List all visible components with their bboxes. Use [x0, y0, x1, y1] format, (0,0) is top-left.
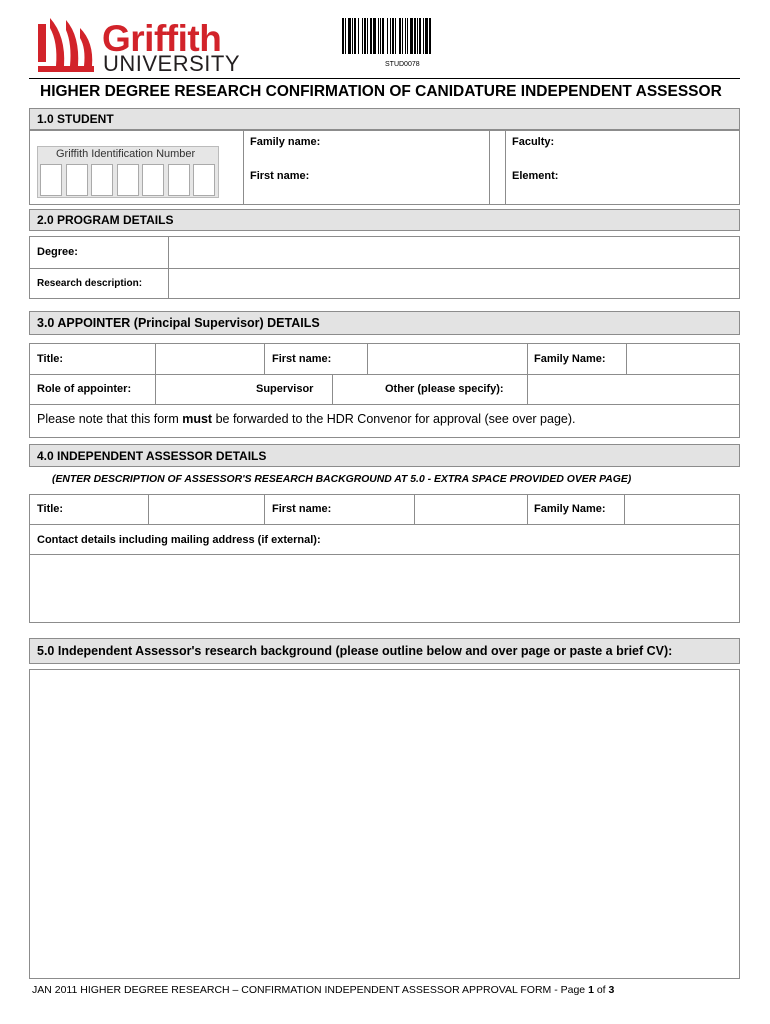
contact-details-field[interactable]: [30, 555, 739, 622]
student-id-digit-field[interactable]: [117, 164, 139, 196]
assessor-family-name-label: Family Name:: [534, 503, 606, 515]
footer-of: of: [593, 984, 609, 996]
student-id-label: Griffith Identification Number: [56, 148, 196, 160]
title-rule-top: [29, 78, 740, 79]
logo-name: Griffith: [102, 18, 222, 59]
research-description-label: Research description:: [37, 278, 143, 289]
contact-details-label: Contact details including mailing address (if external):: [37, 534, 321, 546]
appointer-family-name-field[interactable]: [627, 344, 739, 374]
barcode: [340, 18, 470, 54]
assessor-first-name-field[interactable]: [415, 495, 526, 524]
appointer-first-name-field[interactable]: [368, 344, 526, 374]
section-program-heading: 2.0 PROGRAM DETAILS: [29, 209, 740, 231]
supervisor-option[interactable]: Supervisor: [256, 383, 314, 395]
divider: [243, 130, 244, 205]
divider: [505, 130, 506, 205]
note-text-emphasis: must: [182, 412, 213, 426]
section-assessor-heading: 4.0 INDEPENDENT ASSESSOR DETAILS: [29, 444, 740, 467]
assessor-instruction: (ENTER DESCRIPTION OF ASSESSOR'S RESEARCH BACKGROUND AT 5.0 - EXTRA SPACE PROVIDED OVER PAGE): [52, 474, 632, 485]
student-id-digit-field[interactable]: [40, 164, 62, 196]
other-specify-field[interactable]: [528, 375, 739, 404]
appointer-first-name-label: First name:: [272, 353, 332, 365]
student-id-digit-field[interactable]: [193, 164, 215, 196]
logo-subtitle: UNIVERSITY: [103, 51, 241, 76]
griffith-logo-icon: [36, 16, 98, 74]
degree-label: Degree:: [37, 246, 78, 258]
divider: [155, 374, 156, 404]
divider: [264, 343, 265, 374]
student-id-digit-field[interactable]: [66, 164, 88, 196]
section-student-heading: 1.0 STUDENT: [29, 108, 740, 130]
element-field[interactable]: [566, 164, 738, 194]
page-footer: [32, 984, 614, 996]
assessor-title-label: Title:: [37, 503, 64, 515]
student-family-name-field[interactable]: [330, 131, 488, 159]
family-name-label: Family name:: [250, 136, 321, 148]
assessor-family-name-field[interactable]: [625, 495, 739, 524]
degree-field[interactable]: [169, 237, 739, 268]
divider: [29, 524, 740, 525]
student-first-name-field[interactable]: [320, 164, 488, 194]
faculty-label: Faculty:: [512, 136, 555, 148]
section-background-heading: 5.0 Independent Assessor's research background (please outline below and over page or paste a brief CV):: [29, 638, 740, 664]
divider: [527, 494, 528, 524]
divider: [527, 343, 528, 374]
university-logo: [36, 16, 261, 74]
footer-page-number: 1: [588, 984, 594, 996]
element-label: Element:: [512, 170, 559, 182]
divider: [264, 494, 265, 524]
barcode-icon: [340, 18, 470, 54]
role-of-appointer-label: Role of appointer:: [37, 383, 132, 395]
appointer-title-field[interactable]: [156, 344, 263, 374]
student-id-digit-field[interactable]: [142, 164, 164, 196]
section-appointer-heading: 3.0 APPOINTER (Principal Supervisor) DETAILS: [29, 311, 740, 335]
form-title: HIGHER DEGREE RESEARCH CONFIRMATION OF CANIDATURE INDEPENDENT ASSESSOR: [40, 83, 722, 100]
student-id-digit-field[interactable]: [91, 164, 113, 196]
note-text-start: Please note that this form: [37, 412, 183, 426]
footer-page-total: 3: [608, 984, 615, 996]
divider: [489, 130, 490, 205]
note-text-end: be forwarded to the HDR Convenor for approval (see over page).: [212, 412, 576, 426]
divider: [29, 404, 740, 405]
divider: [332, 374, 333, 404]
barcode-code: STUD0078: [385, 61, 420, 68]
appointer-family-name-label: Family Name:: [534, 353, 606, 365]
faculty-field[interactable]: [560, 131, 738, 159]
footer-text: JAN 2011 HIGHER DEGREE RESEARCH – CONFIRMATION INDEPENDENT ASSESSOR APPROVAL FORM - Page: [32, 984, 589, 996]
assessor-first-name-label: First name:: [272, 503, 332, 515]
appointer-title-label: Title:: [37, 353, 64, 365]
research-background-box[interactable]: [29, 669, 740, 979]
student-id-digit-field[interactable]: [168, 164, 190, 196]
assessor-title-field[interactable]: [149, 495, 263, 524]
other-specify-label: Other (please specify):: [385, 383, 504, 395]
first-name-label: First name:: [250, 170, 310, 182]
research-description-field[interactable]: [169, 269, 739, 298]
forwarding-note: [37, 412, 575, 426]
